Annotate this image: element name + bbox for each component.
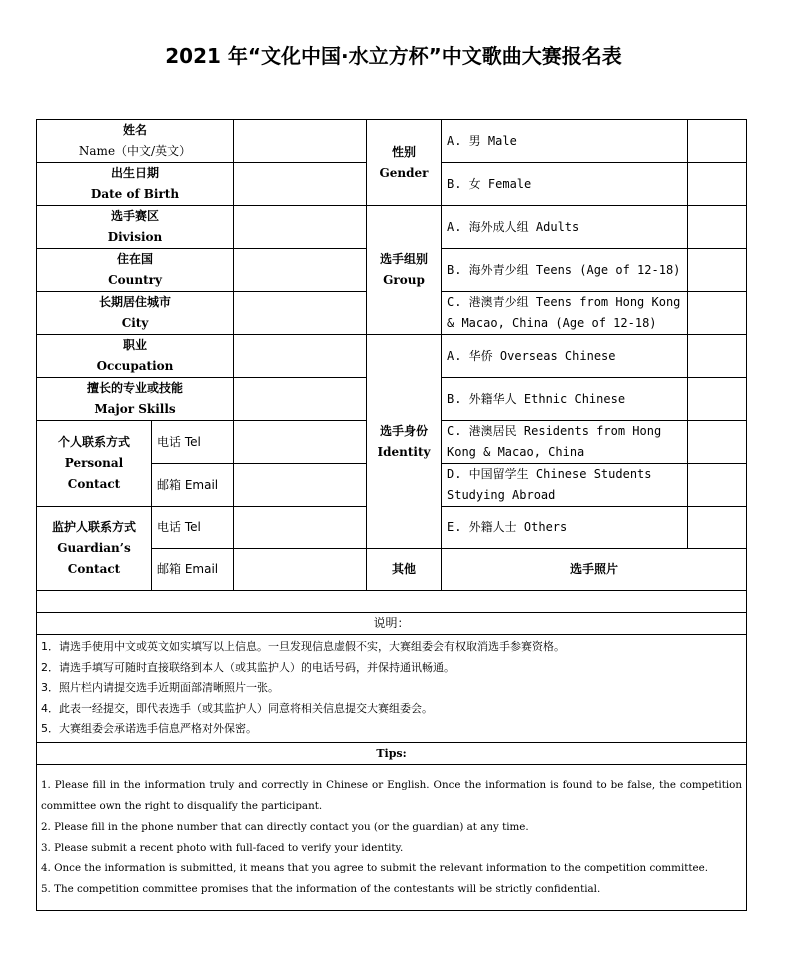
identity-others-checkbox[interactable] bbox=[688, 507, 747, 549]
personal-tel-label: 电话 Tel bbox=[152, 421, 234, 464]
skills-input[interactable] bbox=[234, 378, 367, 421]
guardian-email-input[interactable] bbox=[234, 549, 367, 591]
name-input[interactable] bbox=[234, 120, 367, 163]
city-input[interactable] bbox=[234, 292, 367, 335]
note-item: 5．大赛组委会承诺选手信息严格对外保密。 bbox=[41, 722, 257, 736]
gender-female-checkbox[interactable] bbox=[688, 163, 747, 206]
name-label: 姓名 Name（中文/英文） bbox=[37, 120, 234, 163]
tip-item: 1. Please fill in the information truly and correctly in Chinese or English. Once the information is found to be false, the competition committee own the right to disqualify the participant. bbox=[41, 779, 742, 813]
notes-list bbox=[37, 635, 747, 743]
identity-overseas-checkbox[interactable] bbox=[688, 335, 747, 378]
notes-heading: 说明： bbox=[37, 613, 747, 635]
registration-form-table bbox=[36, 119, 747, 911]
form-title: 2021 年“文化中国·水立方杯”中文歌曲大赛报名表 bbox=[165, 44, 622, 68]
tip-item: 3. Please submit a recent photo with full-faced to verify your identity. bbox=[41, 841, 404, 854]
country-label: 住在国 Country bbox=[37, 249, 234, 292]
blank-row[interactable] bbox=[37, 591, 747, 613]
dob-input[interactable] bbox=[234, 163, 367, 206]
group-option-hk-macao-teens: C. 港澳青少组 Teens from Hong Kong & Macao, China (Age of 12-18) bbox=[442, 292, 688, 335]
group-hk-macao-teens-checkbox[interactable] bbox=[688, 292, 747, 335]
personal-tel-input[interactable] bbox=[234, 421, 367, 464]
occupation-label: 职业 Occupation bbox=[37, 335, 234, 378]
identity-students-checkbox[interactable] bbox=[688, 464, 747, 507]
other-label: 其他 bbox=[367, 549, 442, 591]
personal-email-input[interactable] bbox=[234, 464, 367, 507]
note-item: 4．此表一经提交，即代表选手（或其监护人）同意将相关信息提交大赛组委会。 bbox=[41, 701, 433, 715]
personal-email-label: 邮箱 Email bbox=[152, 464, 234, 507]
gender-label: 性别 Gender bbox=[367, 120, 442, 206]
group-option-teens: B. 海外青少组 Teens (Age of 12-18) bbox=[442, 249, 688, 292]
identity-label: 选手身份 Identity bbox=[367, 335, 442, 549]
occupation-input[interactable] bbox=[234, 335, 367, 378]
group-adults-checkbox[interactable] bbox=[688, 206, 747, 249]
gender-option-male: A. 男 Male bbox=[442, 120, 688, 163]
guardian-tel-label: 电话 Tel bbox=[152, 507, 234, 549]
group-option-adults: A. 海外成人组 Adults bbox=[442, 206, 688, 249]
guardian-email-label: 邮箱 Email bbox=[152, 549, 234, 591]
division-label: 选手赛区 Division bbox=[37, 206, 234, 249]
gender-male-checkbox[interactable] bbox=[688, 120, 747, 163]
division-input[interactable] bbox=[234, 206, 367, 249]
tips-heading: Tips: bbox=[37, 743, 747, 765]
note-item: 1．请选手使用中文或英文如实填写以上信息。一旦发现信息虚假不实，大赛组委会有权取消选手参赛资格。 bbox=[41, 640, 565, 654]
tips-list bbox=[37, 765, 747, 911]
note-item: 3．照片栏内请提交选手近期面部清晰照片一张。 bbox=[41, 681, 279, 695]
tip-item: 2. Please fill in the phone number that can directly contact you (or the guardian) at any time. bbox=[41, 820, 529, 833]
identity-option-hk-macao-residents: C. 港澳居民 Residents from Hong Kong & Macao, China bbox=[442, 421, 688, 464]
identity-option-ethnic: B. 外籍华人 Ethnic Chinese bbox=[442, 378, 688, 421]
group-teens-checkbox[interactable] bbox=[688, 249, 747, 292]
identity-option-others: E. 外籍人士 Others bbox=[442, 507, 688, 549]
tip-item: 5. The competition committee promises that the information of the contestants will be strictly confidential. bbox=[41, 882, 601, 895]
gender-option-female: B. 女 Female bbox=[442, 163, 688, 206]
photo-label: 选手照片 bbox=[442, 549, 747, 591]
tip-item: 4. Once the information is submitted, it means that you agree to submit the relevant information to the competition committee. bbox=[41, 862, 708, 875]
guardian-contact-label: 监护人联系方式 Guardian’s Contact bbox=[37, 507, 152, 591]
identity-ethnic-checkbox[interactable] bbox=[688, 378, 747, 421]
skills-label: 擅长的专业或技能 Major Skills bbox=[37, 378, 234, 421]
city-label: 长期居住城市 City bbox=[37, 292, 234, 335]
identity-option-overseas: A. 华侨 Overseas Chinese bbox=[442, 335, 688, 378]
country-input[interactable] bbox=[234, 249, 367, 292]
note-item: 2．请选手填写可随时直接联络到本人（或其监护人）的电话号码，并保持通讯畅通。 bbox=[41, 660, 455, 674]
group-label: 选手组别 Group bbox=[367, 206, 442, 335]
guardian-tel-input[interactable] bbox=[234, 507, 367, 549]
personal-contact-label: 个人联系方式 Personal Contact bbox=[37, 421, 152, 507]
dob-label: 出生日期 Date of Birth bbox=[37, 163, 234, 206]
identity-option-students: D. 中国留学生 Chinese Students Studying Abroad bbox=[442, 464, 688, 507]
identity-hk-macao-checkbox[interactable] bbox=[688, 421, 747, 464]
